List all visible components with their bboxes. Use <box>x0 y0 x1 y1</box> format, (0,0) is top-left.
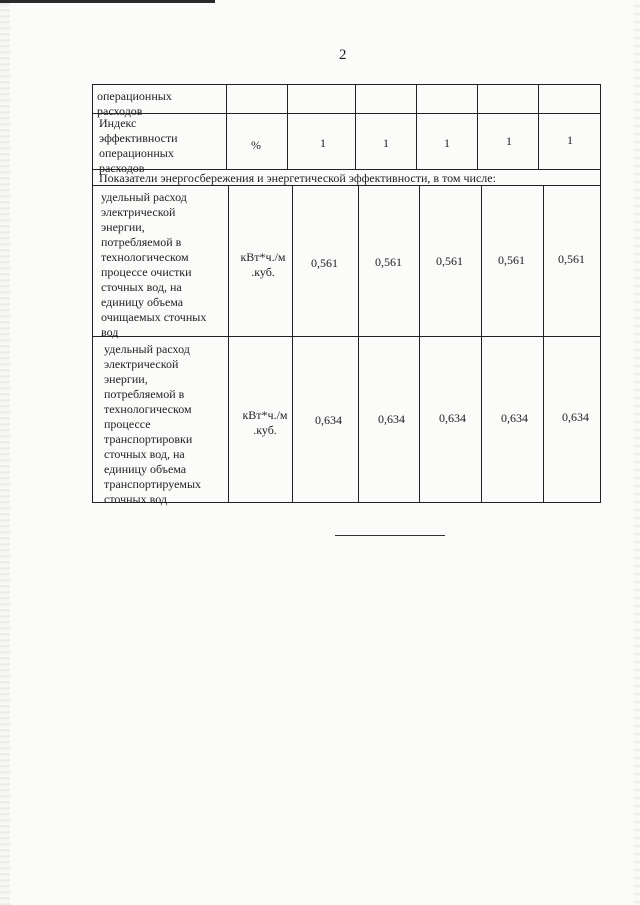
value-cell: 0,561 <box>311 256 338 270</box>
value-cell: 0,634 <box>562 410 589 424</box>
value-cell: 0,634 <box>501 411 528 425</box>
table-row-label: удельный расход электрической энергии, потребляемой в технологическом процессе транспортировки сточных вод, на единицу объема транспортируемых сточных вод <box>104 342 202 506</box>
table-vline <box>419 185 420 503</box>
value-cell: 1 <box>506 134 512 148</box>
table-vline <box>416 84 417 169</box>
value-cell: 1 <box>444 136 450 150</box>
table-vline <box>477 84 478 169</box>
table-vline <box>226 84 227 169</box>
value-cell: 1 <box>567 133 573 147</box>
value-cell: 0,561 <box>375 255 402 269</box>
value-cell: 0,561 <box>498 253 525 267</box>
table-row-label: удельный расход электрической энергии, потребляемой в технологическом процессе очистки сточных вод, на единицу объема очищаемых сточных вод <box>101 190 207 339</box>
value-cell: 0,634 <box>315 413 342 427</box>
section-header: Показатели энергосбережения и энергетической эффективности, в том числе: <box>99 171 496 185</box>
table-vline <box>481 185 482 503</box>
unit-cell: кВт*ч./м .куб. <box>242 408 288 437</box>
table-vline <box>292 185 293 503</box>
closing-rule <box>335 535 445 536</box>
value-cell: 0,634 <box>378 412 405 426</box>
table-vline <box>287 84 288 169</box>
scan-edge-right <box>634 0 640 905</box>
scan-artifact-bar <box>0 0 215 3</box>
table-hline <box>92 185 601 186</box>
value-cell: 0,634 <box>439 411 466 425</box>
table-row-label: Индекс эффективности операционных расходов <box>99 116 178 175</box>
scan-edge-left <box>0 0 10 905</box>
unit-cell: кВт*ч./м .куб. <box>240 250 286 279</box>
value-cell: 0,561 <box>436 254 463 268</box>
value-cell: 1 <box>320 136 326 150</box>
table-vline <box>543 185 544 503</box>
value-cell: 1 <box>383 136 389 150</box>
table-vline <box>228 185 229 503</box>
page-number: 2 <box>339 47 347 63</box>
value-cell: 0,561 <box>558 252 585 266</box>
table-vline <box>538 84 539 169</box>
table-vline <box>355 84 356 169</box>
unit-cell: % <box>251 138 261 152</box>
table-vline <box>358 185 359 503</box>
table-row-label: операционных расходов <box>97 89 172 118</box>
